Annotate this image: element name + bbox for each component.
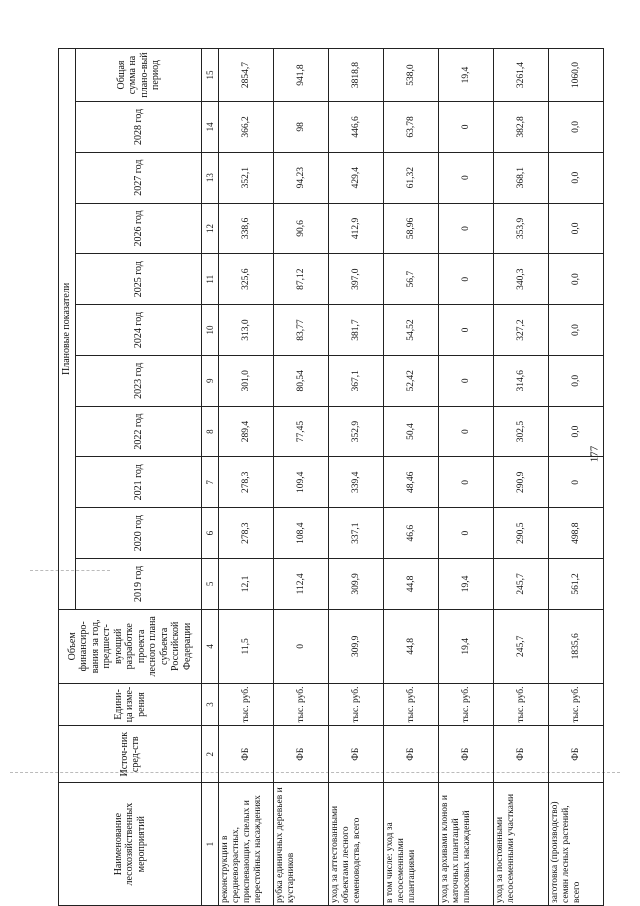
- row-year-value: 412,9: [329, 203, 384, 254]
- row-total: 941,8: [274, 49, 329, 102]
- row-year-value: 108,4: [274, 508, 329, 559]
- table-row: [439, 49, 494, 906]
- row-name: уход за постоянными лесосеменными участками: [494, 783, 549, 906]
- row-year-value: 12,1: [219, 559, 274, 610]
- column-number: 7: [202, 457, 219, 508]
- row-year-value: 56,7: [384, 254, 439, 305]
- row-year-value: 352,9: [329, 406, 384, 457]
- row-year-value: 50,4: [384, 406, 439, 457]
- row-year-value: 112,4: [274, 559, 329, 610]
- row-year-value: 429,4: [329, 152, 384, 203]
- row-year-value: 0: [439, 101, 494, 152]
- row-year-value: 366,2: [219, 101, 274, 152]
- header-year: 2020 год: [76, 508, 202, 559]
- row-year-value: 340,3: [494, 254, 549, 305]
- table-row: [494, 49, 549, 906]
- row-year-value: 0: [439, 406, 494, 457]
- row-unit: тыс. руб.: [219, 683, 274, 725]
- column-number: 8: [202, 406, 219, 457]
- header-year: 2019 год: [76, 559, 202, 610]
- row-year-value: 309,9: [329, 559, 384, 610]
- plan-table: [58, 48, 604, 906]
- row-source: ФБ: [439, 726, 494, 783]
- row-year-value: 0,0: [549, 355, 604, 406]
- header-year: 2023 год: [76, 355, 202, 406]
- column-number: 10: [202, 305, 219, 356]
- row-year-value: 290,5: [494, 508, 549, 559]
- row-total: 538,0: [384, 49, 439, 102]
- row-year-value: 83,77: [274, 305, 329, 356]
- column-number: 3: [202, 683, 219, 725]
- column-number: 13: [202, 152, 219, 203]
- row-year-value: 77,45: [274, 406, 329, 457]
- row-name: уход за аттестованными объектами лесного семеноводства, всего: [329, 783, 384, 906]
- row-total: 3261,4: [494, 49, 549, 102]
- row-year-value: 98: [274, 101, 329, 152]
- row-year-value: 109,4: [274, 457, 329, 508]
- column-number: 4: [202, 609, 219, 683]
- row-source: ФБ: [549, 726, 604, 783]
- row-year-value: 339,4: [329, 457, 384, 508]
- row-year-value: 382,8: [494, 101, 549, 152]
- column-number: 9: [202, 355, 219, 406]
- header-plan-group: Плановые показатели: [59, 49, 76, 610]
- row-total: 1060,0: [549, 49, 604, 102]
- row-volume: 0: [274, 609, 329, 683]
- row-year-value: 314,6: [494, 355, 549, 406]
- row-total: 3818,8: [329, 49, 384, 102]
- row-source: ФБ: [494, 726, 549, 783]
- row-year-value: 0: [439, 203, 494, 254]
- row-year-value: 289,4: [219, 406, 274, 457]
- row-year-value: 381,7: [329, 305, 384, 356]
- row-year-value: 90,6: [274, 203, 329, 254]
- row-source: ФБ: [329, 726, 384, 783]
- row-year-value: 278,3: [219, 508, 274, 559]
- row-year-value: 63,78: [384, 101, 439, 152]
- row-volume: 19,4: [439, 609, 494, 683]
- row-year-value: 0: [439, 508, 494, 559]
- row-year-value: 19,4: [439, 559, 494, 610]
- row-year-value: 0: [549, 457, 604, 508]
- header-year: 2025 год: [76, 254, 202, 305]
- column-number: 5: [202, 559, 219, 610]
- row-year-value: 397,0: [329, 254, 384, 305]
- row-year-value: 367,1: [329, 355, 384, 406]
- column-number: 1: [202, 783, 219, 906]
- row-year-value: 368,1: [494, 152, 549, 203]
- row-year-value: 80,54: [274, 355, 329, 406]
- row-year-value: 446,6: [329, 101, 384, 152]
- row-year-value: 0: [439, 305, 494, 356]
- page-number: 177: [588, 445, 601, 463]
- header-year: 2028 год: [76, 101, 202, 152]
- column-number: 11: [202, 254, 219, 305]
- row-year-value: 0,0: [549, 406, 604, 457]
- row-unit: тыс. руб.: [384, 683, 439, 725]
- row-name: рубка единичных деревьев и кустарников: [274, 783, 329, 906]
- header-total: Общая сумма на плано-вый период: [76, 49, 202, 102]
- row-year-value: 0: [439, 355, 494, 406]
- row-unit: тыс. руб.: [494, 683, 549, 725]
- column-number: 12: [202, 203, 219, 254]
- row-year-value: 0: [439, 152, 494, 203]
- table-row: [549, 49, 604, 906]
- header-year: 2022 год: [76, 406, 202, 457]
- header-unit: Едини-ца изме-рения: [59, 683, 202, 725]
- row-source: ФБ: [219, 726, 274, 783]
- header-year: 2027 год: [76, 152, 202, 203]
- row-year-value: 498,8: [549, 508, 604, 559]
- row-year-value: 0,0: [549, 152, 604, 203]
- row-year-value: 87,12: [274, 254, 329, 305]
- row-year-value: 58,96: [384, 203, 439, 254]
- header-name: Наименование лесохозяйственных мероприятий: [59, 783, 202, 906]
- row-year-value: 94,23: [274, 152, 329, 203]
- row-year-value: 46,6: [384, 508, 439, 559]
- row-volume: 11,5: [219, 609, 274, 683]
- table-row: [274, 49, 329, 906]
- row-year-value: 0,0: [549, 203, 604, 254]
- header-year: 2021 год: [76, 457, 202, 508]
- row-year-value: 54,52: [384, 305, 439, 356]
- table-row: [219, 49, 274, 906]
- header-year: 2026 год: [76, 203, 202, 254]
- row-volume: 44,8: [384, 609, 439, 683]
- row-year-value: 325,6: [219, 254, 274, 305]
- row-volume: 245,7: [494, 609, 549, 683]
- row-year-value: 0: [439, 457, 494, 508]
- header-year: 2024 год: [76, 305, 202, 356]
- table-row: [384, 49, 439, 906]
- column-number: 14: [202, 101, 219, 152]
- row-total: 19,4: [439, 49, 494, 102]
- row-year-value: 278,3: [219, 457, 274, 508]
- row-year-value: 52,42: [384, 355, 439, 406]
- row-year-value: 0,0: [549, 305, 604, 356]
- column-number: 6: [202, 508, 219, 559]
- row-volume: 309,9: [329, 609, 384, 683]
- row-year-value: 327,2: [494, 305, 549, 356]
- row-total: 2854,7: [219, 49, 274, 102]
- row-name: реконструкции в средневозрастных, приспевающих, спелых и перестойных насаждениях: [219, 783, 274, 906]
- row-year-value: 313,0: [219, 305, 274, 356]
- row-year-value: 338,6: [219, 203, 274, 254]
- row-year-value: 0: [439, 254, 494, 305]
- row-unit: тыс. руб.: [549, 683, 604, 725]
- row-year-value: 353,9: [494, 203, 549, 254]
- row-unit: тыс. руб.: [274, 683, 329, 725]
- row-unit: тыс. руб.: [439, 683, 494, 725]
- header-volume: Объем финансиро-вания за год, предшест-вующий разработке проекта лесного плана субъекта Российской Федерации: [59, 609, 202, 683]
- row-unit: тыс. руб.: [329, 683, 384, 725]
- row-year-value: 561,2: [549, 559, 604, 610]
- row-year-value: 0,0: [549, 254, 604, 305]
- row-year-value: 337,1: [329, 508, 384, 559]
- row-source: ФБ: [274, 726, 329, 783]
- table-row: [329, 49, 384, 906]
- row-year-value: 0,0: [549, 101, 604, 152]
- row-year-value: 44,8: [384, 559, 439, 610]
- row-year-value: 352,1: [219, 152, 274, 203]
- header-source: Источ-ник сред-ств: [59, 726, 202, 783]
- column-number: 15: [202, 49, 219, 102]
- row-year-value: 61,32: [384, 152, 439, 203]
- rotated-table-sheet: [58, 48, 582, 906]
- row-year-value: 301,0: [219, 355, 274, 406]
- row-year-value: 302,5: [494, 406, 549, 457]
- row-year-value: 245,7: [494, 559, 549, 610]
- row-name: в том числе: уход за лесосеменными плантациями: [384, 783, 439, 906]
- row-year-value: 290,9: [494, 457, 549, 508]
- column-number: 2: [202, 726, 219, 783]
- row-year-value: 48,46: [384, 457, 439, 508]
- row-volume: 1835,6: [549, 609, 604, 683]
- row-name: заготовка (производство) семян лесных растений, всего: [549, 783, 604, 906]
- row-name: уход за архивами клонов и маточных плантаций плюсовых насаждений: [439, 783, 494, 906]
- row-source: ФБ: [384, 726, 439, 783]
